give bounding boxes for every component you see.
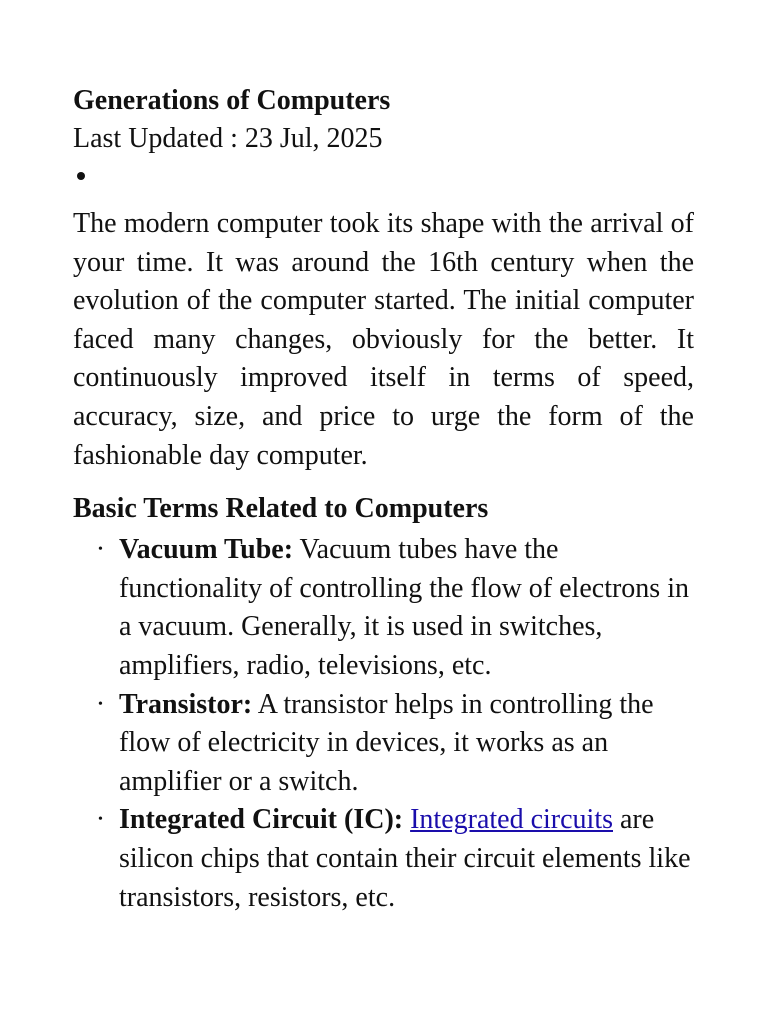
integrated-circuits-link[interactable]: Integrated circuits (410, 804, 613, 836)
bullet-icon: • (98, 696, 103, 712)
terms-list (73, 531, 694, 917)
term-name: Transistor: (119, 688, 253, 720)
empty-list-item (100, 159, 694, 193)
page-title: Generations of Computers (73, 85, 391, 116)
empty-bullet-list (73, 159, 694, 193)
article (73, 83, 694, 917)
intro-paragraph: The modern computer took its shape with the arrival of your time. It was around the 16th century when the evolution of the computer started. The initial computer faced many changes, obviously for the better. It continuously improved itself in terms of speed, accuracy, size, and price to urge the form of the fashionable day computer. (73, 208, 694, 471)
term-vacuum-tube (98, 531, 694, 685)
term-integrated-circuit (98, 801, 694, 917)
term-transistor (98, 686, 694, 802)
term-name: Vacuum Tube: (119, 534, 294, 566)
term-description: Vacuum tubes have the functionality of controlling the flow of electrons in a vacuum. Generally, it is used in switches, amplifiers, radio, televisions, etc. (119, 534, 689, 681)
section-heading: Basic Terms Related to Computers (73, 493, 489, 525)
last-updated-date: Last Updated : 23 Jul, 2025 (73, 123, 383, 154)
term-description: A transistor helps in controlling the flow of electricity in devices, it works as an amplifier or a switch. (119, 688, 654, 797)
bullet-icon: • (98, 812, 103, 828)
term-description: are silicon chips that contain their circuit elements like transistors, resistors, etc. (119, 804, 691, 913)
term-name: Integrated Circuit (IC): (119, 804, 404, 836)
bullet-icon: • (98, 542, 103, 558)
